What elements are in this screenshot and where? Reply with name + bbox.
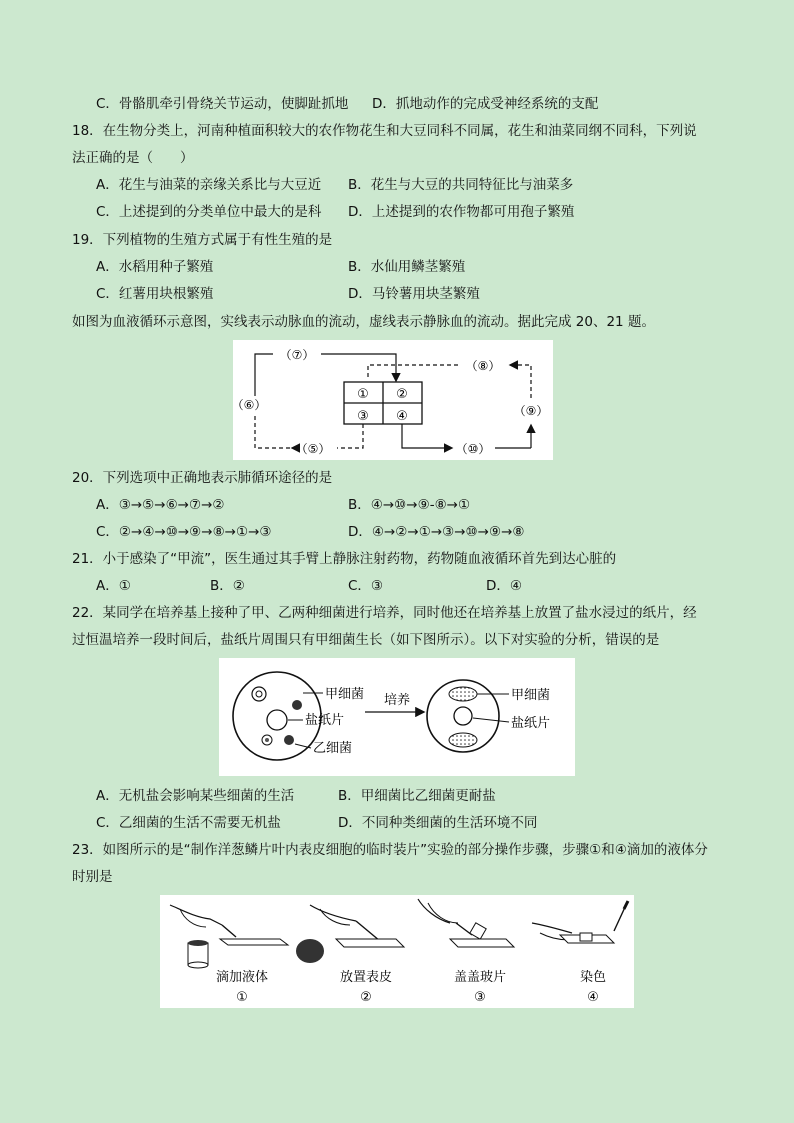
salt-paper-after	[454, 707, 472, 725]
q17-option-c: C．骨骼肌牵引骨绕关节运动，使脚趾抓地	[96, 96, 349, 112]
label-bacteria-b: 乙细菌	[313, 741, 353, 756]
q21-option-a: A．①	[96, 578, 131, 594]
chamber-2: ②	[396, 387, 408, 402]
label-bacteria-a: 甲细菌	[325, 687, 365, 702]
label-6: （⑥）	[233, 398, 267, 412]
label-5: （⑤）	[295, 442, 331, 456]
q22-stem-line2: 过恒温培养一段时间后，盐纸片周围只有甲细菌生长（如下图所示）。以下对实验的分析，错误的是	[72, 632, 660, 648]
blood-circulation-diagram	[233, 340, 553, 460]
q18-stem-line2: 法正确的是（ ）	[72, 150, 194, 166]
q21-stem: 21．小于感染了“甲流”，医生通过其手臂上静脉注射药物，药物随血液循环首先到达心脏的	[72, 551, 617, 567]
vessel-6-7-solid	[255, 354, 273, 396]
q20-option-b: B．④→⑩→⑨-⑧→①	[348, 497, 471, 513]
label-salt-paper-after: 盐纸片	[511, 716, 551, 731]
vessel-8-heart	[368, 365, 458, 380]
q17-option-d: D．抓地动作的完成受神经系统的支配	[372, 96, 599, 112]
step1-drawing	[170, 905, 288, 968]
vessel-heart-5	[337, 424, 363, 448]
step2-number: ②	[360, 990, 372, 1005]
vessel-heart-10	[402, 424, 451, 448]
label-8: （⑧）	[465, 359, 501, 373]
chamber-1: ①	[357, 387, 369, 402]
step3-drawing	[418, 899, 514, 947]
label-9: （⑨）	[513, 404, 549, 418]
salt-paper-before	[267, 710, 287, 730]
q20-option-a: A．③→⑤→⑥→⑦→②	[96, 497, 225, 513]
label-salt-paper: 盐纸片	[305, 713, 345, 728]
step1-label: 滴加液体	[215, 970, 269, 985]
q19-option-b: B．水仙用鳞茎繁殖	[348, 259, 466, 275]
q19-option-a: A．水稻用种子繁殖	[96, 259, 214, 275]
step4-label: 染色	[579, 970, 607, 985]
bacteria-a-colony	[292, 700, 302, 710]
label-7: （⑦）	[279, 348, 315, 362]
q18-option-d: D．上述提到的农作物都可用孢子繁殖	[348, 204, 575, 220]
chamber-4: ④	[396, 409, 408, 424]
q18-option-c: C．上述提到的分类单位中最大的是科	[96, 204, 322, 220]
q19-stem: 19．下列植物的生殖方式属于有性生殖的是	[72, 232, 333, 248]
step3-label: 盖盖玻片	[453, 970, 507, 985]
step2-drawing	[296, 905, 404, 963]
q20-option-c: C．②→④→⑩→⑨→⑧→①→③	[96, 524, 272, 540]
q22-option-d: D．不同种类细菌的生活环境不同	[338, 815, 538, 831]
label-10: （⑩）	[455, 442, 491, 456]
bacteria-a-growth-top	[449, 687, 477, 701]
vessel-5-6-dashed	[255, 416, 293, 448]
bacteria-b-colony	[284, 735, 294, 745]
q23-stem-line1: 23．如图所示的是“制作洋葱鳞片叶内表皮细胞的临时装片”实验的部分操作步骤，步骤①和④滴加的液体分	[72, 842, 708, 858]
q20-stem: 20．下列选项中正确地表示肺循环途径的是	[72, 470, 333, 486]
step3-number: ③	[474, 990, 486, 1005]
q21-option-d: D．④	[486, 578, 522, 594]
label-culture: 培养	[383, 693, 411, 708]
q20-option-d: D．④→②→①→③→⑩→⑨→⑧	[348, 524, 525, 540]
q22-option-c: C．乙细菌的生活不需要无机盐	[96, 815, 281, 831]
q18-option-b: B．花生与大豆的共同特征比与油菜多	[348, 177, 574, 193]
step4-number: ④	[587, 990, 599, 1005]
q18-option-a: A．花生与油菜的亲缘关系比与大豆近	[96, 177, 322, 193]
q23-stem-line2: 时别是	[72, 869, 113, 885]
vessel-9-8-dashed	[511, 365, 531, 398]
step4-drawing	[532, 901, 628, 943]
q22-option-a: A．无机盐会影响某些细菌的生活	[96, 788, 295, 804]
slide-preparation-steps-figure	[160, 895, 634, 1008]
bacteria-experiment-diagram	[219, 658, 575, 776]
q22-stem-line1: 22．某同学在培养基上接种了甲、乙两种细菌进行培养，同时他还在培养基上放置了盐水浸过的纸片，经	[72, 605, 697, 621]
q21-option-c: C．③	[348, 578, 384, 594]
q19-option-d: D．马铃薯用块茎繁殖	[348, 286, 480, 302]
q18-stem-line1: 18．在生物分类上，河南种植面积较大的农作物花生和大豆同科不同属，花生和油菜同纲不同科，下列说	[72, 123, 697, 139]
label-bacteria-a-after: 甲细菌	[511, 688, 551, 703]
vessel-7-heart	[321, 354, 396, 380]
bacteria-a-growth-bottom	[449, 733, 477, 747]
step1-number: ①	[236, 990, 248, 1005]
q22-option-b: B．甲细菌比乙细菌更耐盐	[338, 788, 496, 804]
circulation-intro: 如图为血液循环示意图，实线表示动脉血的流动，虚线表示静脉血的流动。据此完成 20、21 题。	[72, 314, 655, 330]
chamber-3: ③	[357, 409, 369, 424]
step2-label: 放置表皮	[339, 970, 393, 985]
q21-option-b: B．②	[210, 578, 245, 594]
q19-option-c: C．红薯用块根繁殖	[96, 286, 214, 302]
